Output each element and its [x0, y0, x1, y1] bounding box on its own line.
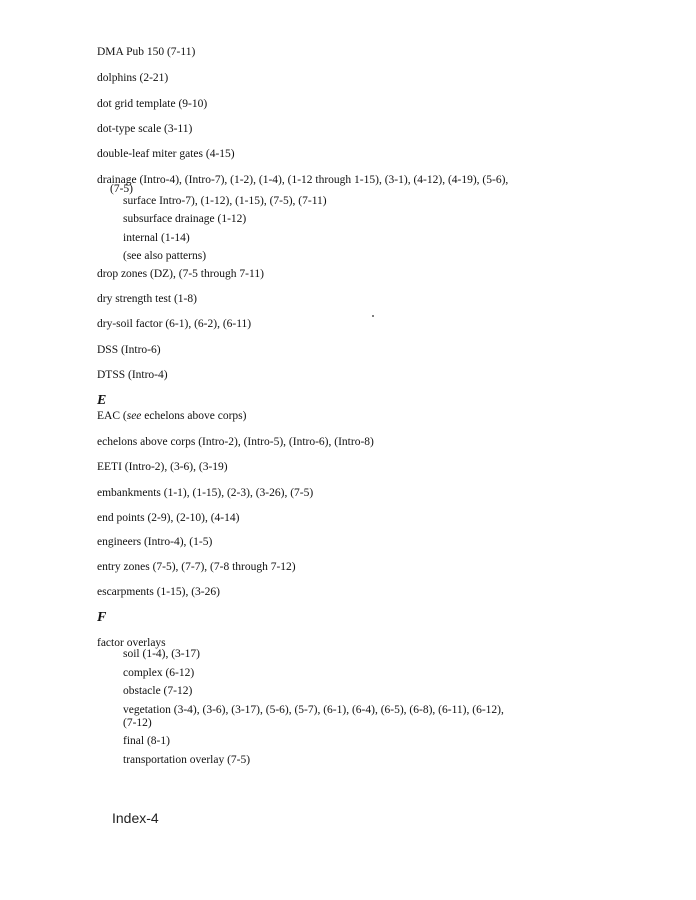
index-subentry-internal: internal (1-14) [123, 232, 190, 244]
index-entry-dot-type-scale: dot-type scale (3-11) [97, 123, 193, 135]
page-number-footer: Index-4 [112, 810, 159, 826]
index-entry-dot-grid: dot grid template (9-10) [97, 98, 208, 110]
index-entry-drainage-continued: (7-5) [110, 183, 133, 195]
index-entry-dss: DSS (Intro-6) [97, 344, 161, 356]
section-letter-f: F [97, 610, 107, 625]
scan-speck [372, 315, 374, 317]
index-subentry-vegetation-continued: (7-12) [123, 717, 152, 729]
index-entry-echelons: echelons above corps (Intro-2), (Intro-5), (Intro-6), (Intro-8) [97, 436, 374, 448]
index-subentry-surface: surface Intro-7), (1-12), (1-15), (7-5), (7-11) [123, 195, 327, 207]
index-entry-dtss: DTSS (Intro-4) [97, 369, 168, 381]
index-entry-double-leaf: double-leaf miter gates (4-15) [97, 148, 235, 160]
index-entry-drainage: drainage (Intro-4), (Intro-7), (1-2), (1-4), (1-12 through 1-15), (3-1), (4-12), (4-19), (5-6), [97, 174, 509, 186]
eac-text-end: echelons above corps) [141, 410, 247, 422]
index-entry-factor-overlays: factor overlays [97, 637, 166, 649]
index-entry-dry-strength: dry strength test (1-8) [97, 293, 197, 305]
index-entry-drop-zones: drop zones (DZ), (7-5 through 7-11) [97, 268, 264, 280]
index-subentry-obstacle: obstacle (7-12) [123, 685, 193, 697]
index-subentry-vegetation: vegetation (3-4), (3-6), (3-17), (5-6), (5-7), (6-1), (6-4), (6-5), (6-8), (6-11), (6-12), [123, 704, 504, 716]
index-subentry-final: final (8-1) [123, 735, 170, 747]
index-subentry-soil: soil (1-4), (3-17) [123, 648, 200, 660]
index-subentry-subsurface: subsurface drainage (1-12) [123, 213, 247, 225]
index-entry-engineers: engineers (Intro-4), (1-5) [97, 536, 213, 548]
index-entry-dma-pub: DMA Pub 150 (7-11) [97, 46, 196, 58]
index-subentry-see-also: (see also patterns) [123, 250, 207, 262]
section-letter-e: E [97, 393, 107, 408]
index-entry-escarpments: escarpments (1-15), (3-26) [97, 586, 220, 598]
eac-text-start: EAC ( [97, 410, 127, 422]
index-entry-embankments: embankments (1-1), (1-15), (2-3), (3-26), (7-5) [97, 487, 314, 499]
index-entry-dry-soil: dry-soil factor (6-1), (6-2), (6-11) [97, 318, 252, 330]
index-entry-end-points: end points (2-9), (2-10), (4-14) [97, 512, 240, 524]
index-entry-eac [97, 409, 246, 423]
index-entry-entry-zones: entry zones (7-5), (7-7), (7-8 through 7-12) [97, 561, 296, 573]
index-subentry-transportation: transportation overlay (7-5) [123, 754, 251, 766]
index-subentry-complex: complex (6-12) [123, 667, 195, 679]
index-entry-dolphins: dolphins (2-21) [97, 72, 169, 84]
index-entry-eeti: EETI (Intro-2), (3-6), (3-19) [97, 461, 228, 473]
eac-see-italic: see [126, 410, 142, 422]
